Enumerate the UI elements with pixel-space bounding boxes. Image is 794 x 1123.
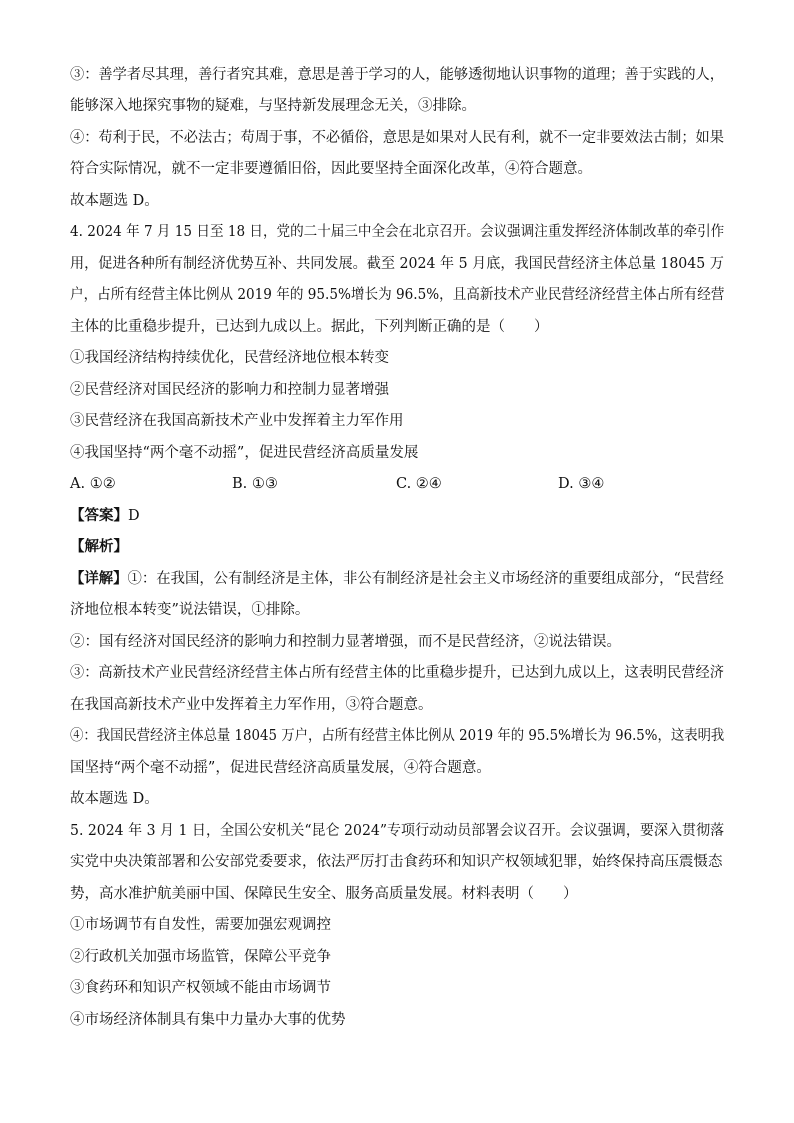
q4-option-b: B. ①③ xyxy=(232,476,278,492)
q4-detail-3-line-2: 在我国高新技术产业中发挥着主力军作用，③符合题意。 xyxy=(70,697,433,713)
q4-stem-line-3: 户，占所有经营主体比例从 2019 年的 95.5%增长为 96.5%，且高新技术产业民营经济经营主体占所有经营 xyxy=(70,287,725,303)
q4-statement-2: ②民营经济对国民经济的影响力和控制力显著增强 xyxy=(70,382,389,398)
q4-detail-1-line-2: 济地位根本转变”说法错误，①排除。 xyxy=(70,602,310,618)
prev-analysis-4-line-2: 符合实际情况，就不一定非要遵循旧俗，因此要坚持全面深化改革，④符合题意。 xyxy=(70,161,592,177)
q4-stem-line-4: 主体的比重稳步提升，已达到九成以上。据此，下列判断正确的是（ ） xyxy=(70,319,549,335)
q4-detail-1-line-1 xyxy=(70,568,724,590)
q5-stem-line-1: 5. 2024 年 3 月 1 日，全国公安机关“昆仑 2024”专项行动动员部署会议召开。会议强调，要深入贯彻落 xyxy=(70,823,725,839)
prev-conclusion: 故本题选 D。 xyxy=(70,193,159,209)
q4-option-d: D. ③④ xyxy=(558,476,605,492)
prev-analysis-4-line-1: ④：苟利于民，不必法古；苟周于事，不必循俗，意思是如果对人民有利，就不一定非要效法古制；如果 xyxy=(70,130,724,146)
q4-stem-line-2: 用，促进各种所有制经济优势互补、共同发展。截至 2024 年 5 月底，我国民营经济主体总量 18045 万 xyxy=(70,256,724,272)
q4-detail-4-line-2: 国坚持“两个毫不动摇”，促进民营经济高质量发展，④符合题意。 xyxy=(70,760,491,776)
q4-detail-4-line-1: ④：我国民营经济主体总量 18045 万户，占所有经营主体比例从 2019 年的 95.5%增长为 96.5%，这表明我 xyxy=(70,728,725,744)
q5-stem-line-2: 实党中央决策部署和公安部党委要求，依法严厉打击食药环和知识产权领域犯罪，始终保持高压震慑态 xyxy=(70,854,723,870)
q5-statement-3: ③食药环和知识产权领域不能由市场调节 xyxy=(70,980,331,996)
detail-1-text: ①：在我国，公有制经济是主体，非公有制经济是社会主义市场经济的重要组成部分，“民营经 xyxy=(127,571,724,587)
q4-statement-1: ①我国经济结构持续优化，民营经济地位根本转变 xyxy=(70,350,389,366)
q4-answer xyxy=(70,505,140,527)
q4-option-a: A. ①② xyxy=(70,476,116,492)
q4-option-c: C. ②④ xyxy=(396,476,442,492)
q4-stem-line-1: 4. 2024 年 7 月 15 日至 18 日，党的二十届三中全会在北京召开。会议强调注重发挥经济体制改革的牵引作 xyxy=(70,224,725,240)
q5-statement-1: ①市场调节有自发性，需要加强宏观调控 xyxy=(70,917,331,933)
q5-statement-4: ④市场经济体制具有集中力量办大事的优势 xyxy=(70,1012,346,1028)
analysis-tag: 【解析】 xyxy=(70,538,128,555)
q5-stem-line-3: 势，高水准护航美丽中国、保障民生安全、服务高质量发展。材料表明（ ） xyxy=(70,886,578,902)
detail-tag: 【详解】 xyxy=(70,570,128,587)
q4-detail-3-line-1: ③：高新技术产业民营经济经营主体占所有经营主体的比重稳步提升，已达到九成以上，这表明民营经济 xyxy=(70,665,724,681)
q4-conclusion: 故本题选 D。 xyxy=(70,791,159,807)
answer-tag: 【答案】 xyxy=(70,507,128,524)
prev-analysis-3-line-1: ③：善学者尽其理，善行者究其难，意思是善于学习的人，能够透彻地认识事物的道理；善于实践的人， xyxy=(70,67,724,83)
q4-analysis-heading xyxy=(70,536,128,558)
q5-statement-2: ②行政机关加强市场监管，保障公平竞争 xyxy=(70,949,331,965)
q4-statement-3: ③民营经济在我国高新技术产业中发挥着主力军作用 xyxy=(70,413,404,429)
answer-value: D xyxy=(128,508,140,524)
q4-detail-2-line-1: ②：国有经济对国民经济的影响力和控制力显著增强，而不是民营经济，②说法错误。 xyxy=(70,634,621,650)
prev-analysis-3-line-2: 能够深入地探究事物的疑难，与坚持新发展理念无关，③排除。 xyxy=(70,98,476,114)
q4-statement-4: ④我国坚持“两个毫不动摇”，促进民营经济高质量发展 xyxy=(70,445,419,461)
q4-options xyxy=(70,473,730,495)
